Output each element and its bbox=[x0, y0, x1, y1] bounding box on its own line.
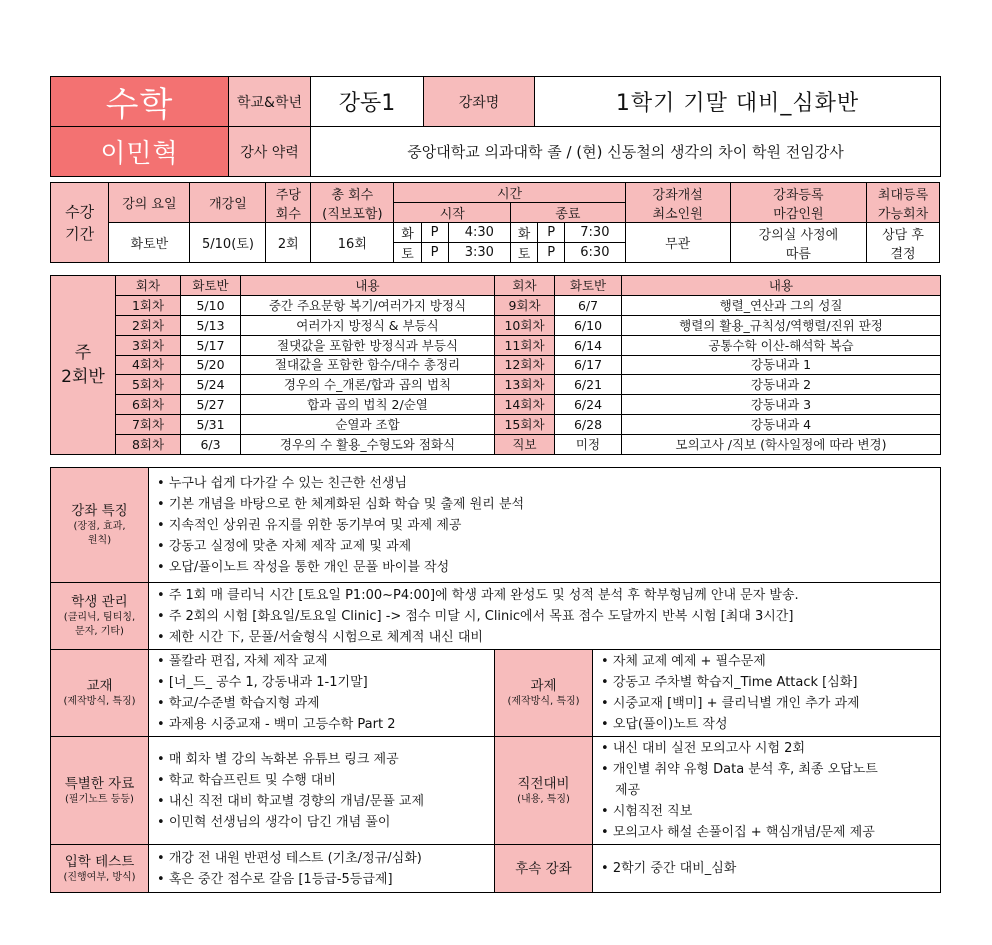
end-time: 6:30 bbox=[565, 243, 625, 263]
start-day: 토 bbox=[394, 243, 421, 263]
session-content: 절댓값을 포함한 방정식과 부등식 bbox=[241, 335, 495, 355]
session-content: 합과 곱의 법칙 2/순열 bbox=[241, 395, 495, 415]
list-item: • 지속적인 상위권 유지를 위한 동기부여 및 과제 제공 bbox=[157, 515, 940, 536]
list-item: • 자체 교제 예제 + 필수문제 bbox=[601, 651, 940, 672]
list-item: • 내신 직전 대비 학교별 경향의 개념/문풀 교제 bbox=[157, 791, 494, 812]
end-ampm: P bbox=[538, 243, 565, 263]
schedule-row bbox=[51, 415, 941, 435]
schedule-row bbox=[51, 315, 941, 335]
start-date-value: 5/10(토) bbox=[190, 223, 266, 263]
special-material-list bbox=[149, 737, 495, 845]
start-time: 3:30 bbox=[448, 243, 510, 263]
session-date: 5/17 bbox=[181, 335, 241, 355]
list-item: 제공 bbox=[615, 783, 641, 798]
entry-test-label: 입학 테스트 (진행여부, 방식) bbox=[51, 845, 149, 893]
schedule-header: 회차 bbox=[116, 276, 181, 296]
school-grade-value: 강동1 bbox=[311, 77, 424, 127]
session-no: 12회차 bbox=[495, 355, 555, 375]
session-date: 6/10 bbox=[555, 315, 622, 335]
session-content: 강동내과 4 bbox=[622, 415, 941, 435]
session-date: 5/27 bbox=[181, 395, 241, 415]
session-content: 모의고사 /직보 (학사일정에 따라 변경) bbox=[622, 435, 941, 455]
list-item: • 시험직전 직보 bbox=[601, 801, 940, 822]
session-date: 5/10 bbox=[181, 295, 241, 315]
session-no: 1회차 bbox=[116, 295, 181, 315]
start-day: 화 bbox=[394, 223, 421, 243]
session-content: 절대값을 포함한 함수/대수 총정리 bbox=[241, 355, 495, 375]
session-no: 직보 bbox=[495, 435, 555, 455]
textbook-label: 교재 (제작방식, 특징) bbox=[51, 650, 149, 737]
list-item: • 오답/풀이노트 작성을 통한 개인 문풀 바이블 작성 bbox=[157, 557, 940, 578]
total-count-value: 16회 bbox=[311, 223, 394, 263]
course-name-label: 강좌명 bbox=[424, 77, 535, 127]
weekly-count-header: 주당 회수 bbox=[266, 183, 311, 223]
schedule-header: 내용 bbox=[241, 276, 495, 296]
list-item: • 혹은 중간 점수로 갈음 [1등급-5등급제] bbox=[157, 869, 494, 890]
list-item: • 기본 개념을 바탕으로 한 체계화된 심화 학습 및 출제 원리 분석 bbox=[157, 494, 940, 515]
course-features-table bbox=[50, 467, 941, 893]
session-date: 6/17 bbox=[555, 355, 622, 375]
course-feature-label: 강좌 특징 (장점, 효과, 원칙) bbox=[51, 468, 149, 583]
session-date: 미정 bbox=[555, 435, 622, 455]
min-people-value: 무관 bbox=[625, 223, 730, 263]
end-ampm: P bbox=[538, 223, 565, 243]
max-session-header: 최대등록 가능회차 bbox=[867, 183, 940, 223]
homework-list bbox=[593, 650, 941, 737]
session-date: 6/28 bbox=[555, 415, 622, 435]
follow-up-course-list bbox=[593, 845, 941, 893]
homework-label: 과제 (제작방식, 특징) bbox=[495, 650, 593, 737]
schedule-header: 회차 bbox=[495, 276, 555, 296]
session-date: 6/7 bbox=[555, 295, 622, 315]
session-content: 행렬의 활용_규칙성/역행렬/진위 판정 bbox=[622, 315, 941, 335]
session-date: 5/31 bbox=[181, 415, 241, 435]
weekday-value: 화토반 bbox=[109, 223, 190, 263]
session-date: 6/14 bbox=[555, 335, 622, 355]
session-date: 6/3 bbox=[181, 435, 241, 455]
session-no: 9회차 bbox=[495, 295, 555, 315]
schedule-side-label: 주 2회반 bbox=[51, 276, 116, 455]
list-item: • 학교 학습프린트 및 수행 대비 bbox=[157, 770, 494, 791]
schedule-row bbox=[51, 335, 941, 355]
list-item: • [너_드_ 공수 1, 강동내과 1-1기말] bbox=[157, 672, 494, 693]
session-content: 중간 주요문항 복기/여러가지 방정식 bbox=[241, 295, 495, 315]
max-session-value: 상담 후 결정 bbox=[867, 223, 940, 263]
session-date: 6/21 bbox=[555, 375, 622, 395]
schedule-row bbox=[51, 375, 941, 395]
student-management-list bbox=[149, 583, 941, 650]
session-content: 행렬_연산과 그의 성질 bbox=[622, 295, 941, 315]
list-item: • 강동고 주차별 학습지_Time Attack [심화] bbox=[601, 672, 940, 693]
schedule-header: 화토반 bbox=[555, 276, 622, 296]
student-management-label: 학생 관리 (클리닉, 팀티칭, 문자, 기타) bbox=[51, 583, 149, 650]
total-count-header: 총 회수 (직보포함) bbox=[311, 183, 394, 223]
course-period-table bbox=[50, 182, 940, 263]
session-content: 강동내과 3 bbox=[622, 395, 941, 415]
session-content: 강동내과 2 bbox=[622, 375, 941, 395]
schedule-row bbox=[51, 295, 941, 315]
start-date-header: 개강일 bbox=[190, 183, 266, 223]
end-time-header: 종료 bbox=[511, 203, 626, 223]
entry-test-list bbox=[149, 845, 495, 893]
list-item: • 과제용 시중교재 - 백미 고등수학 Part 2 bbox=[157, 714, 494, 735]
end-day: 화 bbox=[511, 223, 538, 243]
session-no: 15회차 bbox=[495, 415, 555, 435]
lesson-schedule-table bbox=[50, 275, 941, 455]
course-header bbox=[50, 76, 941, 177]
deadline-value: 강의실 사정에 따름 bbox=[730, 223, 866, 263]
session-no: 8회차 bbox=[116, 435, 181, 455]
follow-up-course-label: 후속 강좌 bbox=[495, 845, 593, 893]
list-item: • 매 회차 별 강의 녹화본 유튜브 링크 제공 bbox=[157, 749, 494, 770]
start-ampm: P bbox=[421, 223, 448, 243]
session-no: 14회차 bbox=[495, 395, 555, 415]
list-item: • 개인별 취약 유형 Data 분석 후, 최종 오답노트 bbox=[601, 759, 940, 780]
weekday-header: 강의 요일 bbox=[109, 183, 190, 223]
list-item: • 주 2회의 시험 [화요일/토요일 Clinic] -> 점수 미달 시, Clinic에서 목표 점수 도달까지 반복 시험 [최대 3시간] bbox=[157, 606, 940, 627]
session-no: 2회차 bbox=[116, 315, 181, 335]
session-no: 5회차 bbox=[116, 375, 181, 395]
start-time-header: 시작 bbox=[394, 203, 511, 223]
exam-prep-label: 직전대비 (내용, 특징) bbox=[495, 737, 593, 845]
course-name-value: 1학기 기말 대비_심화반 bbox=[535, 77, 941, 127]
session-no: 10회차 bbox=[495, 315, 555, 335]
list-item: • 풀칼라 편집, 자체 제작 교제 bbox=[157, 651, 494, 672]
school-grade-label: 학교&학년 bbox=[229, 77, 311, 127]
session-date: 6/24 bbox=[555, 395, 622, 415]
list-item: • 주 1회 매 클리닉 시간 [토요일 P1:00~P4:00]에 학생 과제 완성도 및 성적 분석 후 학부형님께 안내 문자 발송. bbox=[157, 585, 940, 606]
special-material-label: 특별한 자료 (필기노트 등등) bbox=[51, 737, 149, 845]
session-no: 4회차 bbox=[116, 355, 181, 375]
session-no: 11회차 bbox=[495, 335, 555, 355]
list-item: • 개강 전 내원 반편성 테스트 (기초/정규/심화) bbox=[157, 848, 494, 869]
session-content: 여러가지 방정식 & 부등식 bbox=[241, 315, 495, 335]
list-item: • 누구나 쉽게 다가갈 수 있는 친근한 선생님 bbox=[157, 473, 940, 494]
session-content: 경우의 수 활용_수형도와 점화식 bbox=[241, 435, 495, 455]
weekly-count-value: 2회 bbox=[266, 223, 311, 263]
course-feature-list bbox=[149, 468, 941, 583]
list-item: • 학교/수준별 학습지형 과제 bbox=[157, 693, 494, 714]
session-date: 5/20 bbox=[181, 355, 241, 375]
session-content: 경우의 수_개론/합과 곱의 법칙 bbox=[241, 375, 495, 395]
deadline-header: 강좌등록 마감인원 bbox=[730, 183, 866, 223]
session-date: 5/24 bbox=[181, 375, 241, 395]
list-item: • 제한 시간 下, 문풀/서술형식 시험으로 체계적 내신 대비 bbox=[157, 627, 940, 648]
session-content: 공통수학 이산-해석학 복습 bbox=[622, 335, 941, 355]
textbook-list bbox=[149, 650, 495, 737]
session-no: 6회차 bbox=[116, 395, 181, 415]
list-item: • 2학기 중간 대비_심화 bbox=[601, 858, 940, 879]
schedule-row bbox=[51, 355, 941, 375]
career-value: 중앙대학교 의과대학 졸 / (현) 신동철의 생각의 차이 학원 전임강사 bbox=[311, 127, 941, 177]
schedule-header: 화토반 bbox=[181, 276, 241, 296]
career-label: 강사 약력 bbox=[229, 127, 311, 177]
session-no: 13회차 bbox=[495, 375, 555, 395]
end-time: 7:30 bbox=[565, 223, 625, 243]
session-no: 3회차 bbox=[116, 335, 181, 355]
list-item: • 강동고 실정에 맞춘 자체 제작 교제 및 과제 bbox=[157, 536, 940, 557]
subject-title: 수학 bbox=[51, 77, 229, 127]
teacher-name: 이민혁 bbox=[51, 127, 229, 177]
session-no: 7회차 bbox=[116, 415, 181, 435]
list-item: • 오답(풀이)노트 작성 bbox=[601, 714, 940, 735]
time-header: 시간 bbox=[394, 183, 625, 203]
list-item: • 내신 대비 실전 모의고사 시험 2회 bbox=[601, 738, 940, 759]
list-item: • 모의고사 해설 손풀이집 + 핵심개념/문제 제공 bbox=[601, 822, 940, 843]
start-time: 4:30 bbox=[448, 223, 510, 243]
start-ampm: P bbox=[421, 243, 448, 263]
min-people-header: 강좌개설 최소인원 bbox=[625, 183, 730, 223]
schedule-row bbox=[51, 435, 941, 455]
session-content: 순열과 조합 bbox=[241, 415, 495, 435]
list-item: • 이민혁 선생님의 생각이 담긴 개념 풀이 bbox=[157, 812, 494, 833]
schedule-header: 내용 bbox=[622, 276, 941, 296]
session-date: 5/13 bbox=[181, 315, 241, 335]
end-day: 토 bbox=[511, 243, 538, 263]
session-content: 강동내과 1 bbox=[622, 355, 941, 375]
list-item: • 시중교재 [백미] + 클리닉별 개인 추가 과제 bbox=[601, 693, 940, 714]
schedule-row bbox=[51, 395, 941, 415]
period-side-label: 수강 기간 bbox=[51, 183, 109, 263]
exam-prep-list bbox=[593, 737, 941, 845]
